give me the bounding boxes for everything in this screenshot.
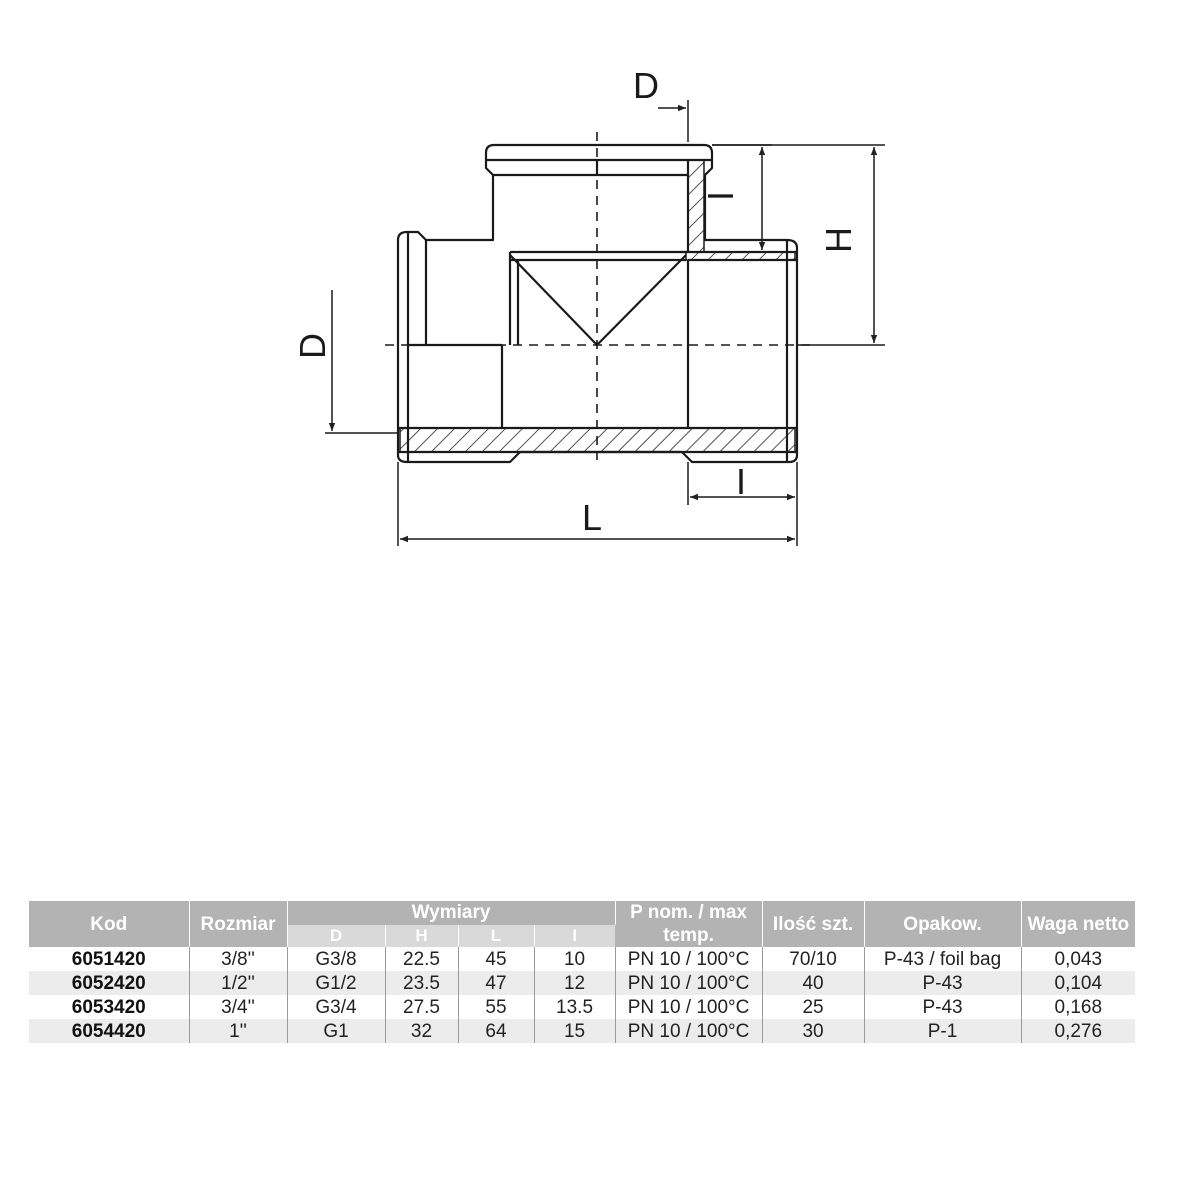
cell-i: 10	[534, 947, 615, 971]
header-pnom-line1: P nom. / max	[630, 902, 747, 923]
header-l: L	[458, 925, 534, 947]
cell-d: G3/8	[287, 947, 385, 971]
header-d: D	[287, 925, 385, 947]
cell-d: G3/4	[287, 995, 385, 1019]
cell-i: 15	[534, 1019, 615, 1043]
cell-h: 23.5	[385, 971, 458, 995]
dim-label-d-top: D	[633, 65, 659, 106]
dim-label-d-left: D	[292, 333, 333, 359]
cell-rozmiar: 1''	[189, 1019, 287, 1043]
cell-i: 12	[534, 971, 615, 995]
cell-waga: 0,104	[1021, 971, 1135, 995]
cell-waga: 0,168	[1021, 995, 1135, 1019]
cell-i: 13.5	[534, 995, 615, 1019]
cell-l: 45	[458, 947, 534, 971]
dim-label-l: L	[581, 497, 603, 538]
cell-ilosc: 25	[762, 995, 864, 1019]
table-header-row	[29, 901, 1135, 925]
cell-waga: 0,043	[1021, 947, 1135, 971]
cell-pnom: PN 10 / 100°C	[615, 995, 762, 1019]
header-wymiary: Wymiary	[287, 901, 615, 925]
cell-ilosc: 70/10	[762, 947, 864, 971]
header-ilosc: Ilość szt.	[762, 901, 864, 947]
cell-kod: 6051420	[29, 947, 189, 971]
cell-ilosc: 30	[762, 1019, 864, 1043]
table-row	[29, 1019, 1135, 1043]
cell-l: 55	[458, 995, 534, 1019]
cell-waga: 0,276	[1021, 1019, 1135, 1043]
cell-rozmiar: 3/8''	[189, 947, 287, 971]
cell-h: 27.5	[385, 995, 458, 1019]
cell-pnom: PN 10 / 100°C	[615, 947, 762, 971]
cell-opakow: P-1	[864, 1019, 1021, 1043]
cell-d: G1	[287, 1019, 385, 1043]
header-waga: Waga netto	[1021, 901, 1135, 947]
header-pnom-line2: temp.	[663, 925, 714, 946]
cell-opakow: P-43 / foil bag	[864, 947, 1021, 971]
header-i: I	[534, 925, 615, 947]
cell-ilosc: 40	[762, 971, 864, 995]
table-row	[29, 971, 1135, 995]
header-opakow: Opakow.	[864, 901, 1021, 947]
header-rozmiar: Rozmiar	[189, 901, 287, 947]
cell-h: 32	[385, 1019, 458, 1043]
table-row	[29, 995, 1135, 1019]
header-h: H	[385, 925, 458, 947]
header-kod: Kod	[29, 901, 189, 947]
dim-label-h: H	[818, 227, 859, 253]
center-lines	[385, 132, 810, 460]
cell-rozmiar: 3/4''	[189, 995, 287, 1019]
cell-pnom: PN 10 / 100°C	[615, 1019, 762, 1043]
cell-kod: 6052420	[29, 971, 189, 995]
table-row	[29, 947, 1135, 971]
cell-l: 64	[458, 1019, 534, 1043]
cell-d: G1/2	[287, 971, 385, 995]
cell-kod: 6053420	[29, 995, 189, 1019]
cell-l: 47	[458, 971, 534, 995]
dim-label-i-bottom: I	[735, 461, 747, 502]
header-pnom	[615, 901, 762, 947]
cell-kod: 6054420	[29, 1019, 189, 1043]
cell-opakow: P-43	[864, 995, 1021, 1019]
cell-pnom: PN 10 / 100°C	[615, 971, 762, 995]
cell-opakow: P-43	[864, 971, 1021, 995]
cell-h: 22.5	[385, 947, 458, 971]
cell-rozmiar: 1/2''	[189, 971, 287, 995]
dim-label-i-top: I	[700, 190, 741, 202]
specification-table	[29, 901, 1135, 1043]
